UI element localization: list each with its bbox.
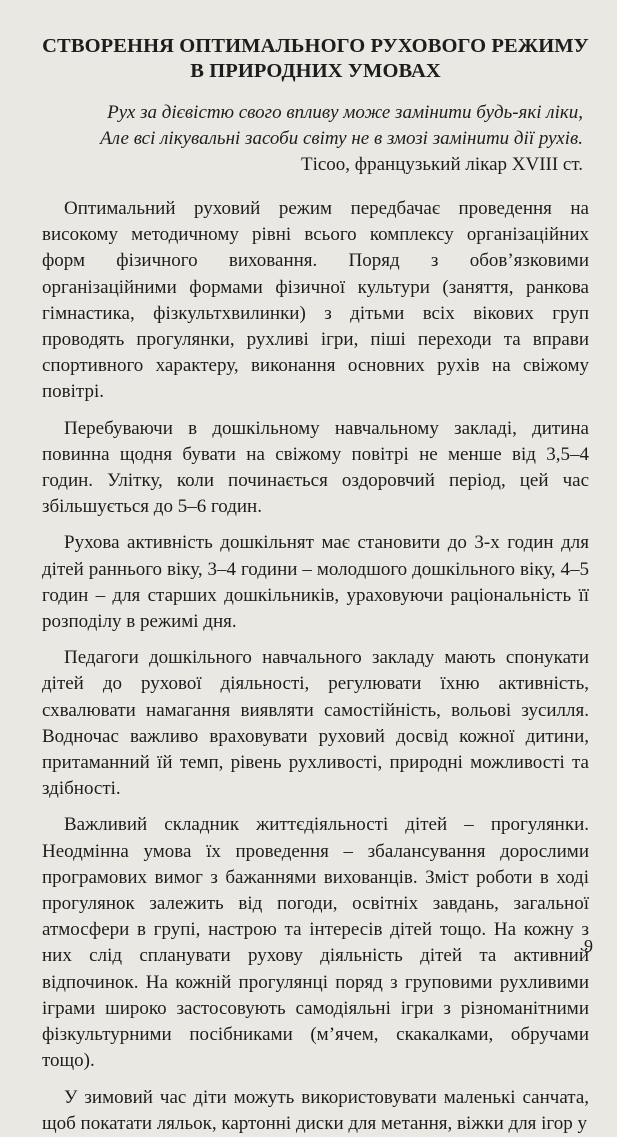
epigraph-line-1: Рух за дієвістю свого впливу може замінити будь-які ліки,	[107, 102, 583, 123]
paragraph-2: Перебуваючи в дошкільному навчальному закладі, дитина повинна щодня бувати на свіжому повітрі не менше від 3,5–4 годин. Улітку, коли починається оздоровчий період, цей час збільшується до 5–6 годин.	[42, 417, 589, 518]
page-number: 9	[584, 936, 593, 956]
title-line-2: В ПРИРОДНИХ УМОВАХ	[190, 60, 441, 82]
body-text	[42, 196, 589, 1137]
paragraph-4: Педагоги дошкільного навчального закладу мають спонукати дітей до рухової діяльності, регулювати їхню активність, схвалювати намагання виявляти самостійність, вольові зусилля. Водночас важливо враховувати руховий досвід кожної дитини, притаманний їй темп, рівень рухливості, природні можливості та здібності.	[42, 647, 589, 800]
paragraph-3: Рухова активність дошкільнят має становити до 3-х годин для дітей раннього віку, 3–4 години – молодшого дошкільного віку, 4–5 годин – для старших дошкільників, ураховуючи раціональність її розподілу в режимі дня.	[42, 532, 589, 633]
epigraph-line-2: Але всі лікувальні засоби світу не в змозі замінити дії рухів.	[100, 128, 583, 149]
paragraph-1: Оптимальний руховий режим передбачає проведення на високому методичному рівні всього комплексу організаційних форм фізичного виховання. Поряд з обов’язковими організаційними формами фізичної культури (заняття, ранкова гімнастика, фізкультхвилинки) з дітьми всіх вікових груп проводять прогулянки, рухливі ігри, піші переходи та вправи спортивного характеру, виконання основних рухів на свіжому повітрі.	[42, 198, 589, 403]
paragraph-6: У зимовий час діти можуть використовувати маленькі санчата, щоб покатати ляльок, картонні диски для метання, віжки для ігор у	[42, 1086, 589, 1134]
page-title	[42, 34, 589, 84]
epigraph	[42, 100, 589, 178]
epigraph-attribution: Тісоо, французький лікар XVIII ст.	[300, 154, 583, 175]
title-line-1: СТВОРЕННЯ ОПТИМАЛЬНОГО РУХОВОГО РЕЖИМУ	[42, 35, 589, 57]
paragraph-5: Важливий складник життєдіяльності дітей – прогулянки. Неодмінна умова їх проведення – збалансування дорослими програмових вимог з бажаннями вихованців. Зміст роботи в ході прогулянок залежить від погоди, освітніх завдань, загальної атмосфери в групі, настрою та інтересів дітей тощо. На кожну з них слід спланувати рухову діяльність дітей та активний відпочинок. На кожній прогулянці поряд з груповими рухливими іграми широко застосовують самодіяльні ігри з різноманітними фізкультурними посібниками (м’ячем, скакалками, обручами тощо).	[42, 814, 589, 1072]
